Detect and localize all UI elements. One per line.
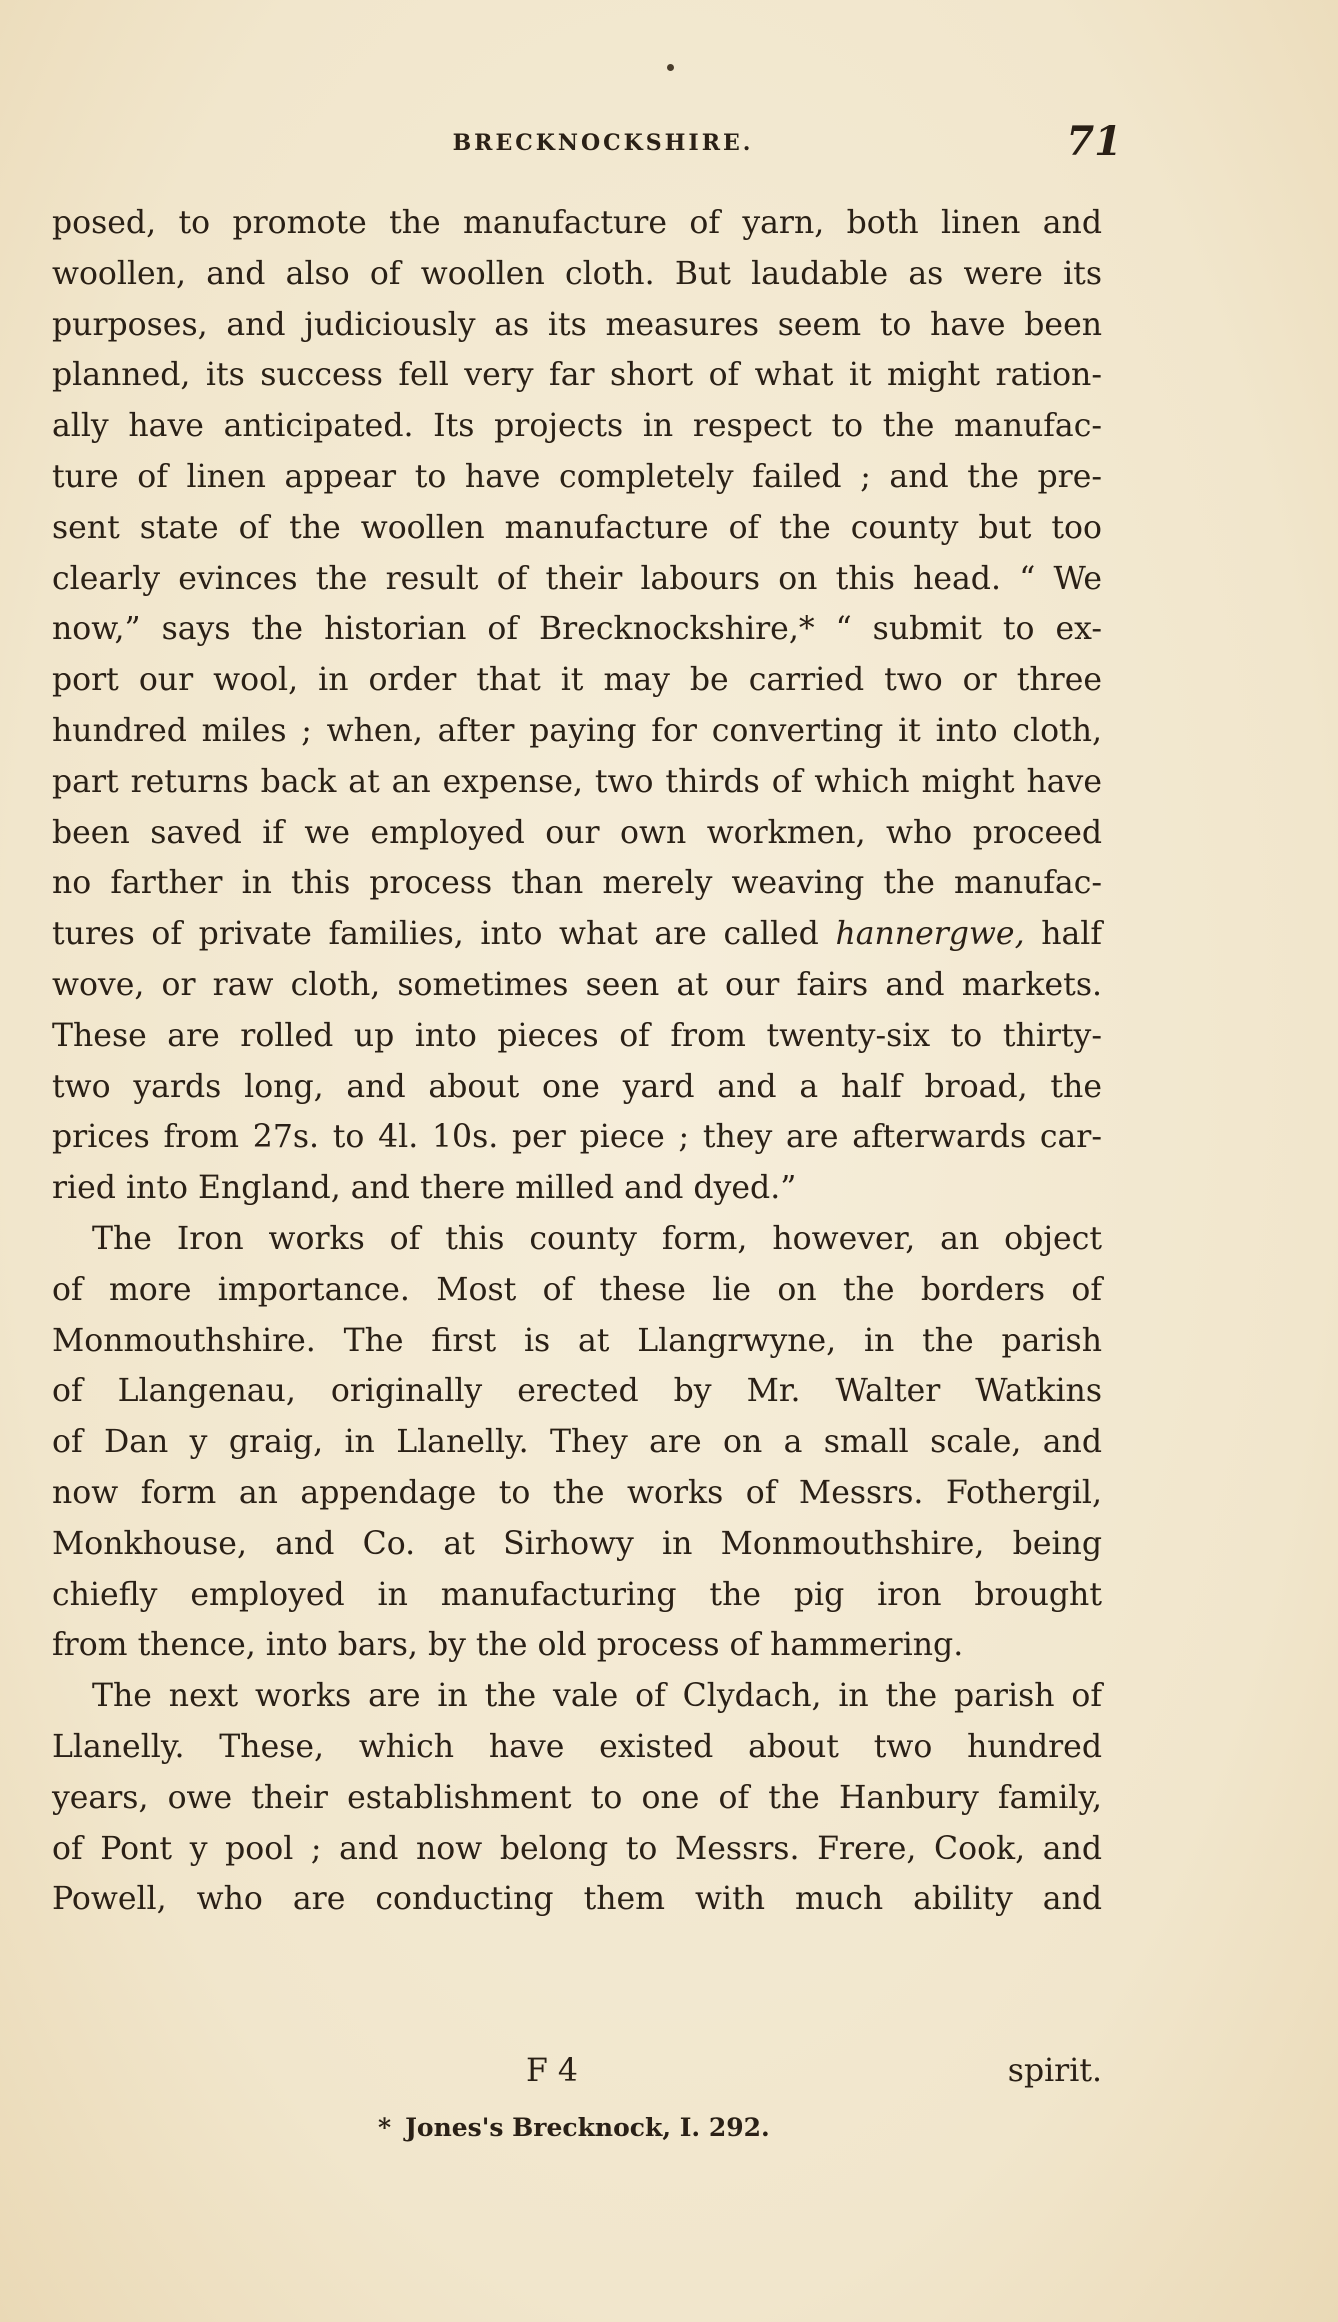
text-line: from thence, into bars, by the old process of hammering. [52, 1627, 964, 1664]
italic-term: hannergwe, [835, 916, 1025, 953]
text-line: of Dan y graig, in Llanelly. They are on a small scale, and [52, 1424, 1102, 1461]
text-line: Powell, who are conducting them with much ability and [52, 1881, 1102, 1918]
page-header [0, 118, 1338, 168]
running-head: BRECKNOCKSHIRE. [452, 130, 754, 156]
text-line: ried into England, and there milled and dyed.” [52, 1170, 797, 1207]
text-line: years, owe their establishment to one of the Hanbury family, [52, 1779, 1102, 1816]
text-line: chiefly employed in manufacturing the pig iron brought [52, 1576, 1102, 1613]
text-line: port our wool, in order that it may be carried two or three [52, 662, 1102, 699]
text-line: prices from 27s. to 4l. 10s. per piece ; they are afterwards car- [52, 1119, 1102, 1156]
text-line: sent state of the woollen manufacture of the county but too [52, 509, 1102, 546]
text-line: two yards long, and about one yard and a half broad, the [52, 1068, 1102, 1105]
text-line: The next works are in the vale of Clydach, in the parish of [92, 1678, 1102, 1715]
text-line: woollen, and also of woollen cloth. But laudable as were its [52, 255, 1102, 292]
footnote [378, 2110, 978, 2146]
page-number: 71 [1066, 118, 1122, 165]
text-line: of Pont y pool ; and now belong to Messrs. Frere, Cook, and [52, 1830, 1102, 1867]
text-line: ture of linen appear to have completely failed ; and the pre- [52, 458, 1102, 495]
text-line: Llanelly. These, which have existed about two hundred [52, 1728, 1102, 1765]
text-line: now,” says the historian of Brecknockshire,* “ submit to ex- [52, 611, 1102, 648]
text-line: clearly evinces the result of their labours on this head. “ We [52, 560, 1102, 597]
text-line: of more importance. Most of these lie on the borders of [52, 1271, 1102, 1308]
printer-dot [667, 64, 674, 71]
text-line: The Iron works of this county form, however, an object [92, 1220, 1102, 1257]
text-line: purposes, and judiciously as its measures seem to have been [52, 306, 1102, 343]
text-line: wove, or raw cloth, sometimes seen at our fairs and markets. [52, 966, 1102, 1003]
text-line: of Llangenau, originally erected by Mr. Walter Watkins [52, 1373, 1102, 1410]
text-segment: half [1041, 916, 1103, 953]
footnote-text: Jones's Brecknock, I. 292. [405, 2113, 770, 2142]
text-line: ally have anticipated. Its projects in respect to the manufac- [52, 408, 1102, 445]
text-line: now form an appendage to the works of Messrs. Fothergil, [52, 1474, 1102, 1511]
text-segment: tures of private families, into what are called [52, 916, 819, 953]
text-line: These are rolled up into pieces of from twenty-six to thirty- [52, 1017, 1102, 1054]
text-line: no farther in this process than merely weaving the manufac- [52, 865, 1102, 902]
body-text [52, 198, 1102, 1925]
text-line: planned, its success fell very far short of what it might ration- [52, 357, 1102, 394]
page-footer-line [52, 2048, 1102, 2094]
text-line: Monmouthshire. The first is at Llangrwyne, in the parish [52, 1322, 1102, 1359]
text-line: Monkhouse, and Co. at Sirhowy in Monmouthshire, being [52, 1525, 1102, 1562]
text-line: posed, to promote the manufacture of yarn, both linen and [52, 205, 1102, 241]
text-line-mixed [52, 909, 1102, 960]
catchword: spirit. [1007, 2053, 1102, 2089]
signature-mark: F 4 [526, 2053, 578, 2089]
footnote-mark: * [378, 2113, 392, 2142]
text-line: been saved if we employed our own workmen, who proceed [52, 814, 1102, 851]
text-line: hundred miles ; when, after paying for converting it into cloth, [52, 712, 1102, 749]
text-line: part returns back at an expense, two thirds of which might have [52, 763, 1102, 800]
